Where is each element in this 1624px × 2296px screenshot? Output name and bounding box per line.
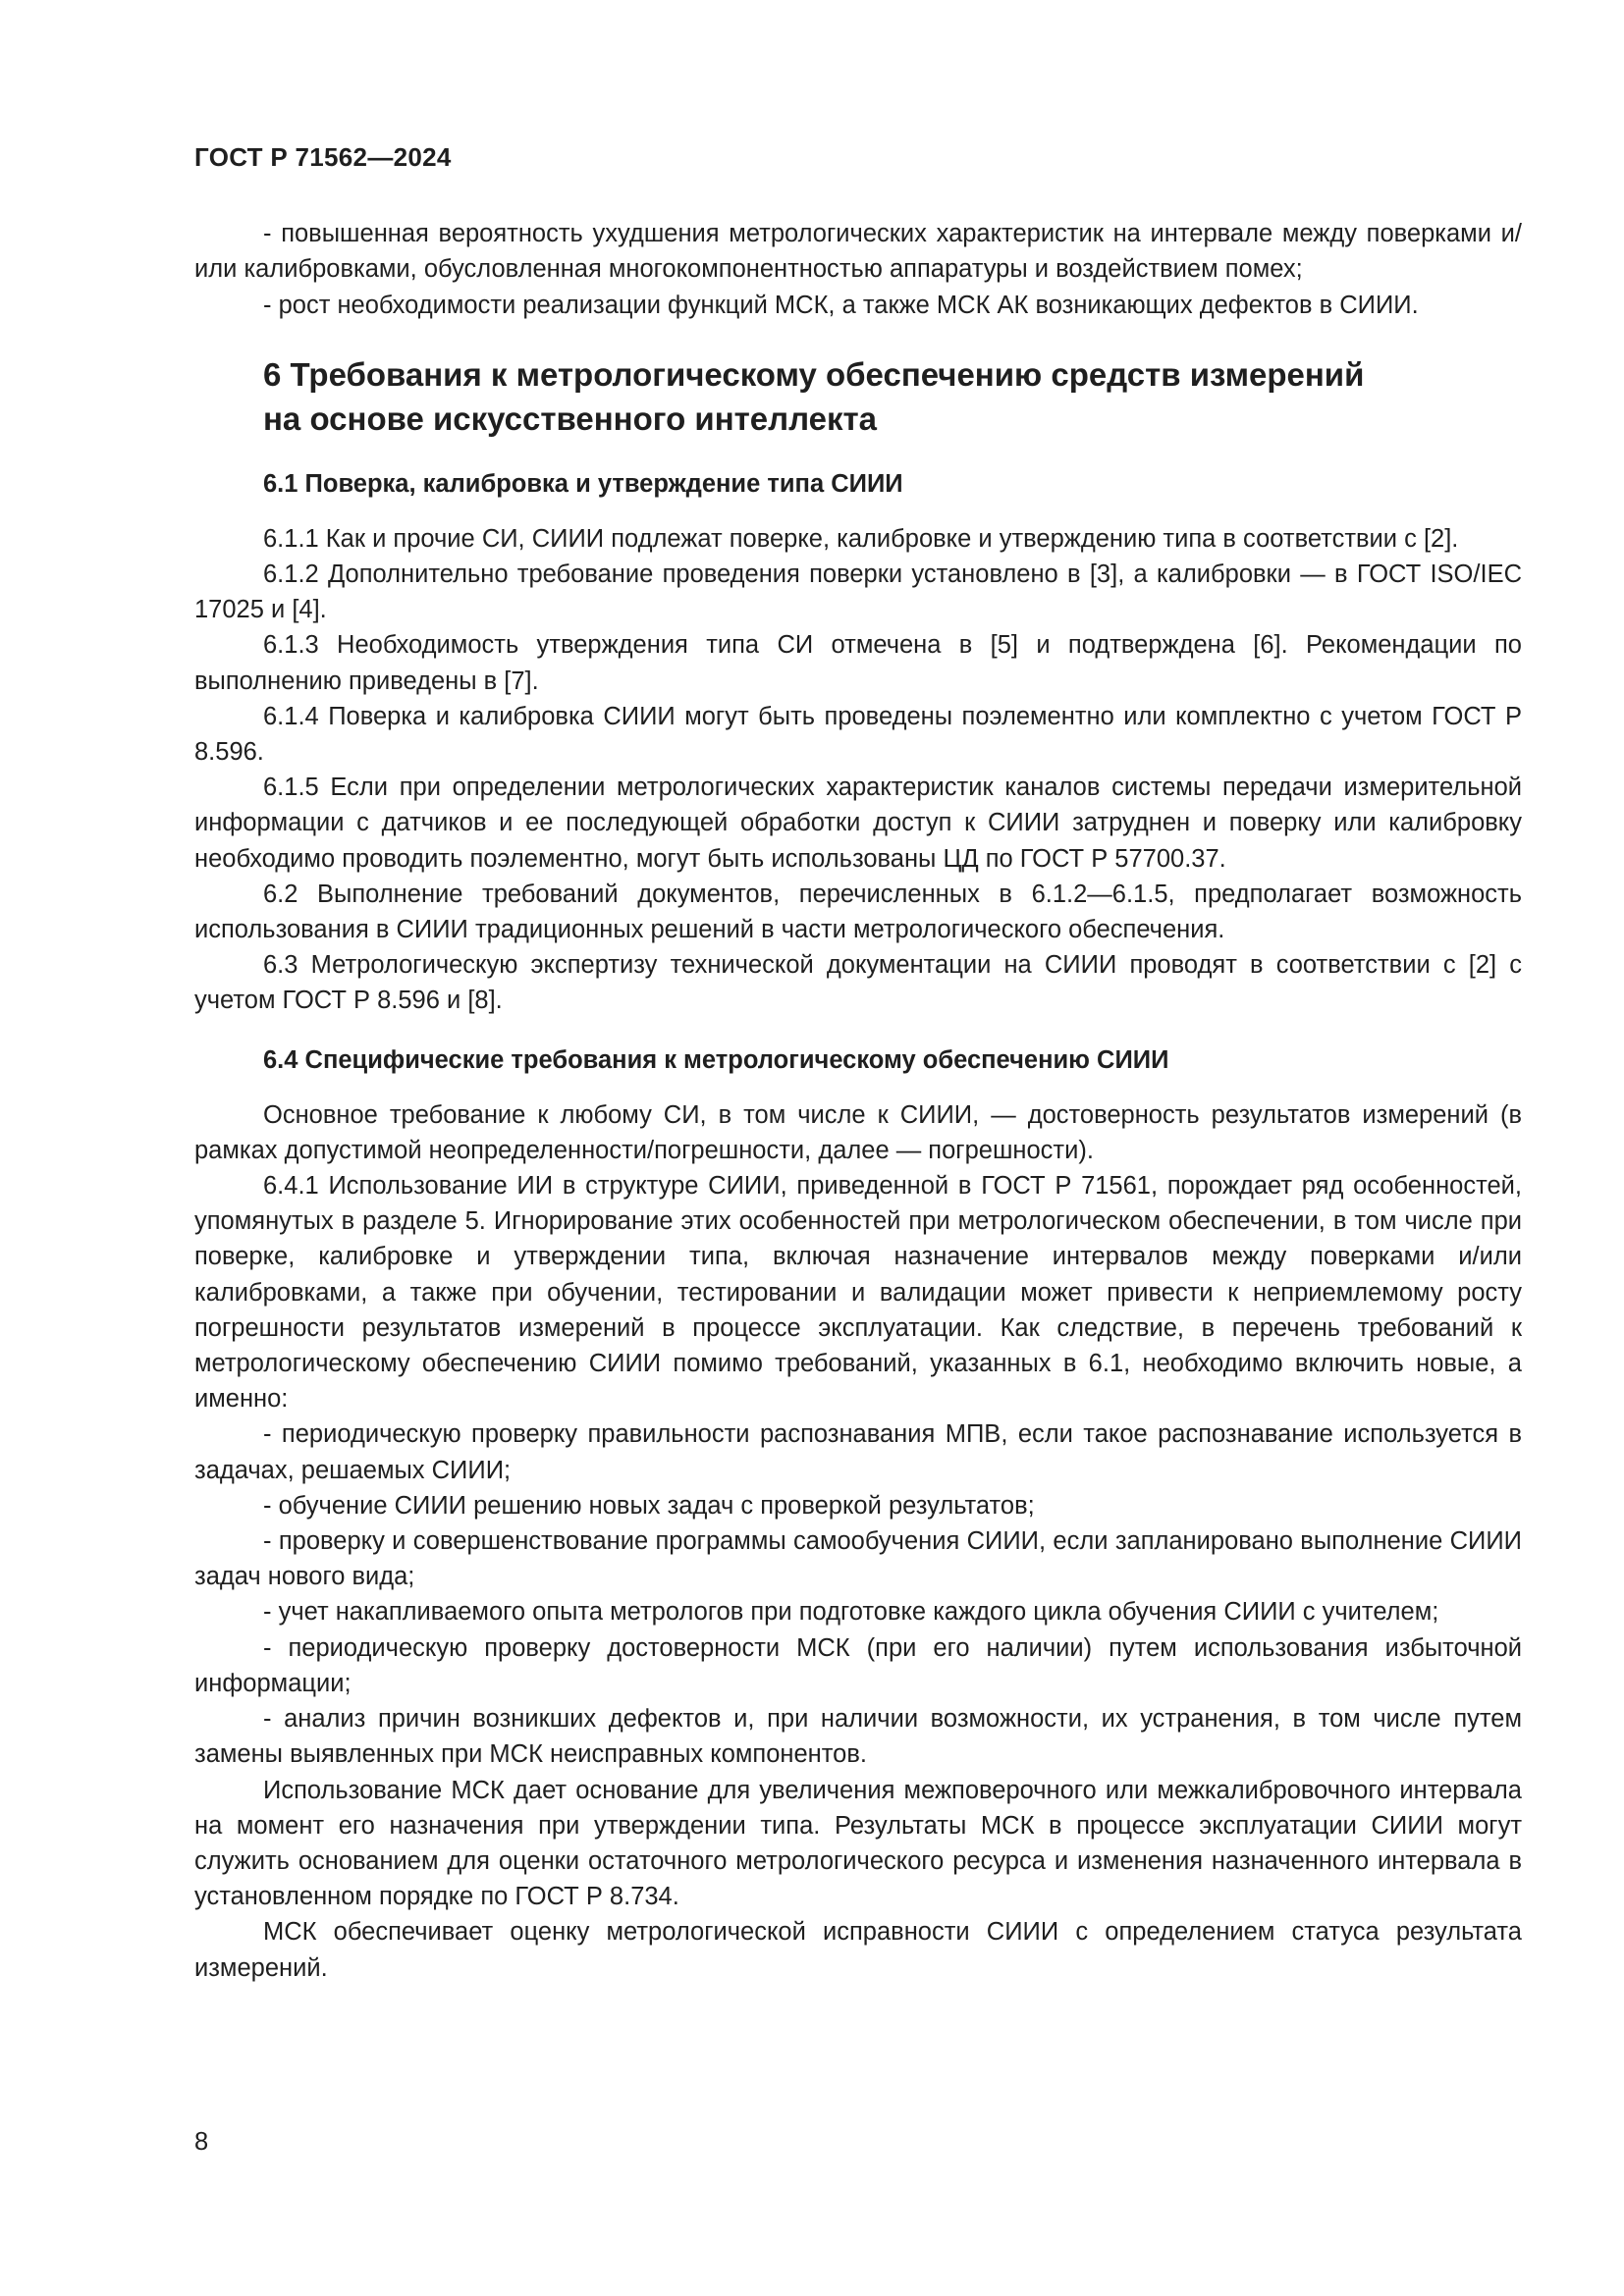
clause-paragraph: 6.1.2 Дополнительно требование проведения поверки установлено в [3], а калибровки — в ГОСТ ISO/IEC 17025 и [4].	[194, 561, 1522, 624]
list-item: - учет накапливаемого опыта метрологов при подготовке каждого цикла обучения СИИИ с учителем;	[263, 1598, 1439, 1627]
list-item: - анализ причин возникших дефектов и, при наличии возможности, их устранения, в том числе путем замены выявленных при МСК неисправных компонентов.	[194, 1705, 1522, 1769]
document-header: ГОСТ Р 71562—2024	[194, 142, 452, 172]
list-item: - повышенная вероятность ухудшения метрологических характеристик на интервале между поверками и/или калибровками, обусловленная многокомпонентностью аппаратуры и воздействием помех;	[194, 220, 1522, 284]
list-item: - проверку и совершенствование программы самообучения СИИИ, если запланировано выполнение СИИИ задач нового вида;	[194, 1527, 1522, 1591]
clause-paragraph: 6.1.4 Поверка и калибровка СИИИ могут быть проведены поэлементно или комплектно с учетом ГОСТ Р 8.596.	[194, 702, 1522, 767]
clause-paragraph: 6.1.5 Если при определении метрологических характеристик каналов системы передачи измерительной информации с датчиков и ее последующей обработки доступ к СИИИ затруднен и поверку или калибровку необходимо проводить поэлементно, могут быть использованы ЦД по ГОСТ Р 57700.37.	[194, 774, 1522, 873]
list-item: - периодическую проверку правильности распознавания МПВ, если такое распознавание используется в задачах, решаемых СИИИ;	[194, 1420, 1522, 1484]
page-number: 8	[194, 2128, 209, 2156]
clause-paragraph: 6.2 Выполнение требований документов, перечисленных в 6.1.2—6.1.5, предполагает возможность использования в СИИИ традиционных решений в части метрологического обеспечения.	[194, 880, 1522, 944]
section-title-line: на основе искусственного интеллекта	[263, 400, 878, 437]
clause-paragraph: 6.1.1 Как и прочие СИ, СИИИ подлежат поверке, калибровке и утверждению типа в соответствии с [2].	[263, 524, 1459, 553]
list-item: - периодическую проверку достоверности МСК (при его наличии) путем использования избыточной информации;	[194, 1633, 1522, 1697]
list-item: - рост необходимости реализации функций МСК, а также МСК АК возникающих дефектов в СИИИ.	[263, 291, 1419, 319]
list-item: - обучение СИИИ решению новых задач с проверкой результатов;	[263, 1491, 1035, 1520]
body-paragraph: Использование МСК дает основание для увеличения межповерочного или межкалибровочного интервала на момент его назначения при утверждении типа. Результаты МСК в процессе эксплуатации СИИИ могут служить основанием для оценки остаточного метрологического ресурса и изменения назначенного интервала в установленном порядке по ГОСТ Р 8.734.	[194, 1776, 1522, 1911]
subsection-title: 6.4 Специфические требования к метрологическому обеспечению СИИИ	[263, 1045, 1169, 1074]
document-page	[194, 142, 1522, 1986]
clause-paragraph: 6.1.3 Необходимость утверждения типа СИ отмечена в [5] и подтверждена [6]. Рекомендации по выполнению приведены в [7].	[194, 631, 1522, 695]
body-paragraph: МСК обеспечивает оценку метрологической исправности СИИИ с определением статуса результата измерений.	[194, 1918, 1522, 1982]
clause-paragraph: 6.4.1 Использование ИИ в структуре СИИИ, приведенной в ГОСТ Р 71561, порождает ряд особенностей, упомянутых в разделе 5. Игнорирование этих особенностей при метрологическом обеспечении, в том числе при поверке, калибровке и утверждении типа, включая назначение интервалов между поверками и/или калибровками, а также при обучении, тестировании и валидации может привести к неприемлемому росту погрешности результатов измерений в процессе эксплуатации. Как следствие, в перечень требований к метрологическому обеспечению СИИИ помимо требований, указанных в 6.1, необходимо включить новые, а именно:	[194, 1172, 1522, 1414]
body-paragraph: Основное требование к любому СИ, в том числе к СИИИ, — достоверность результатов измерений (в рамках допустимой неопределенности/погрешности, далее — погрешности).	[194, 1100, 1522, 1164]
clause-paragraph: 6.3 Метрологическую экспертизу технической документации на СИИИ проводят в соответствии с [2] с учетом ГОСТ Р 8.596 и [8].	[194, 951, 1522, 1015]
subsection-title: 6.1 Поверка, калибровка и утверждение типа СИИИ	[263, 469, 903, 498]
section-title	[263, 352, 1522, 441]
section-title-line: 6 Требования к метрологическому обеспечению средств измерений	[263, 355, 1365, 393]
